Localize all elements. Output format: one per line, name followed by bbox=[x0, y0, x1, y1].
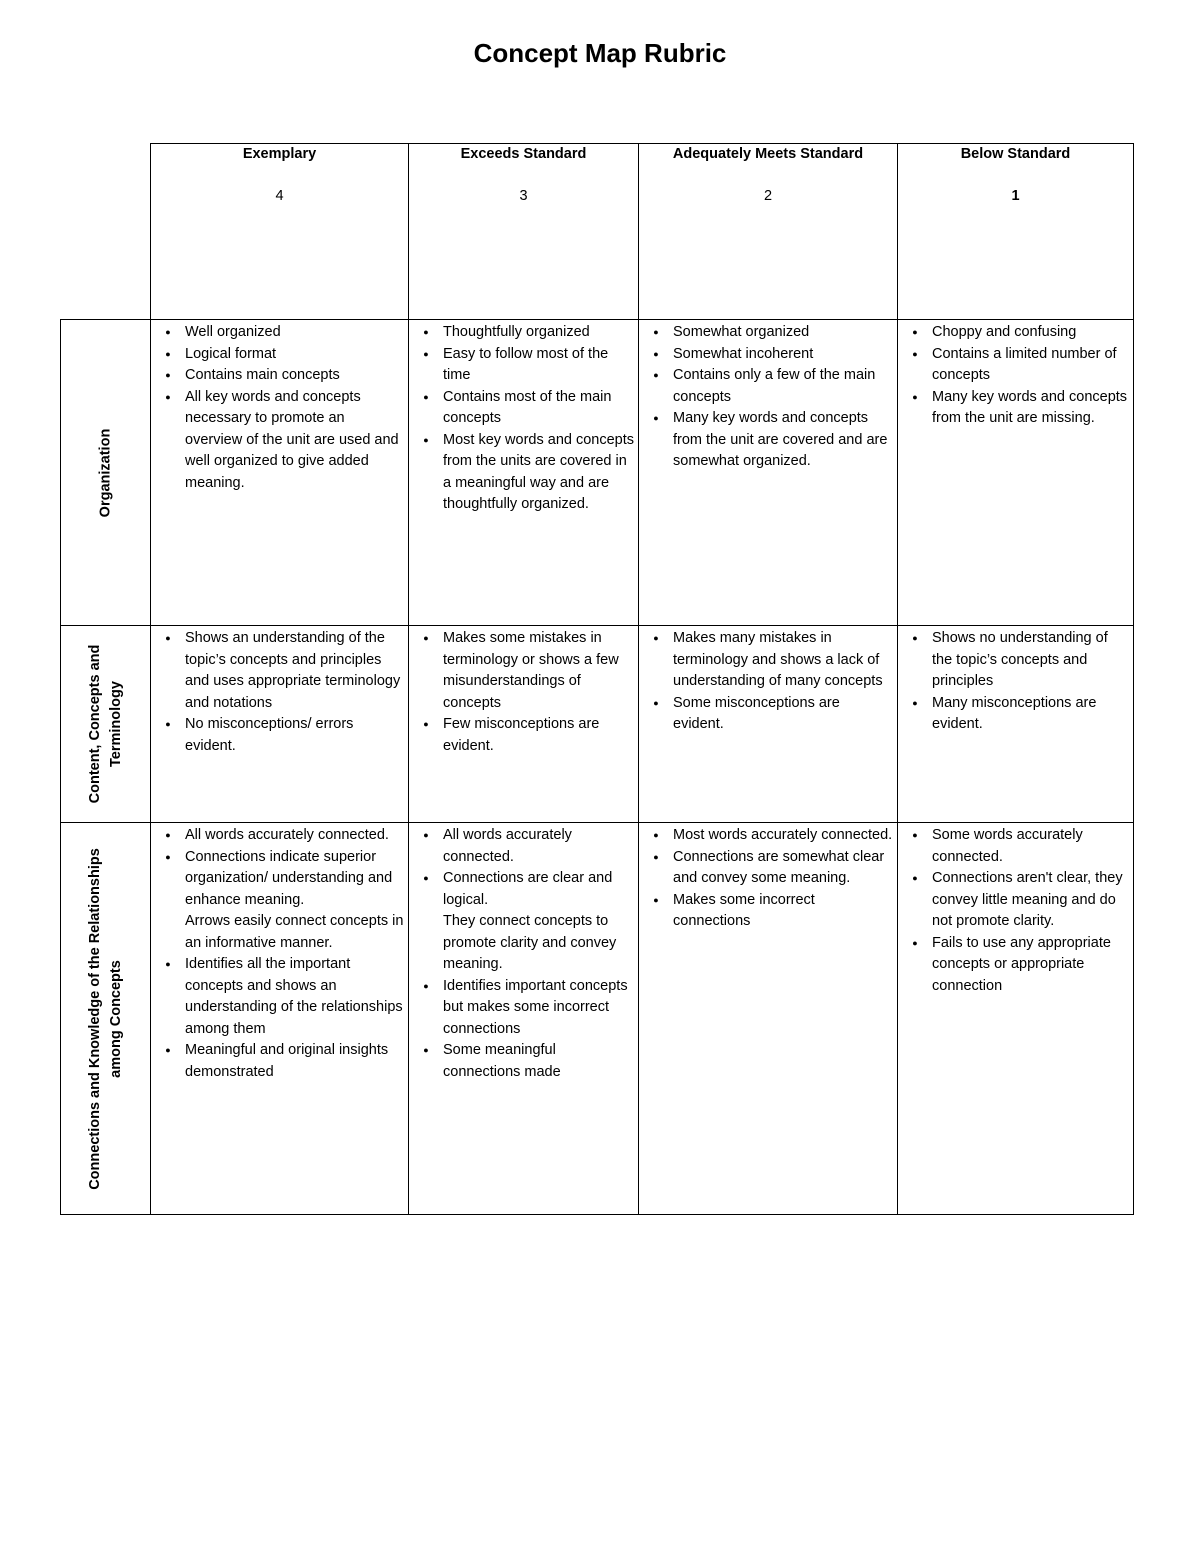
descriptor-item: ● Most words accurately connected. bbox=[673, 825, 893, 847]
criterion-row bbox=[61, 320, 1134, 626]
descriptor-cell bbox=[639, 626, 898, 823]
descriptor-list bbox=[151, 320, 408, 494]
criterion-label bbox=[95, 428, 116, 517]
level-score: 2 bbox=[763, 187, 773, 204]
descriptor-item: ● Makes some mistakes in terminology or shows a few misunderstandings of concepts bbox=[443, 628, 634, 714]
descriptor-item: ● Identifies important concepts but makes some incorrect connections bbox=[443, 976, 634, 1041]
descriptor-item: ● Connections indicate superior organization/ understanding and enhance meaning. bbox=[185, 847, 404, 912]
descriptor-item: ● Somewhat organized bbox=[673, 322, 893, 344]
descriptor-list bbox=[639, 320, 897, 473]
level-name: Below Standard bbox=[960, 146, 1071, 162]
criterion-label bbox=[85, 645, 127, 804]
descriptor-item: ● Some words accurately connected. bbox=[932, 825, 1129, 868]
descriptor-item: ● Makes some incorrect connections bbox=[673, 890, 893, 933]
level-header-row bbox=[61, 144, 1134, 320]
descriptor-item: ● Contains most of the main concepts bbox=[443, 387, 634, 430]
descriptor-item: ● All key words and concepts necessary to promote an overview of the unit are used and well organized to give added meaning. bbox=[185, 387, 404, 495]
descriptor-item: ● No misconceptions/ errors evident. bbox=[185, 714, 404, 757]
descriptor-cell bbox=[151, 626, 409, 823]
descriptor-item: ● Shows an understanding of the topic’s concepts and principles and uses appropriate terminology and notations bbox=[185, 628, 404, 714]
descriptor-item: ● Connections are somewhat clear and convey some meaning. bbox=[673, 847, 893, 890]
level-score: 1 bbox=[1011, 187, 1020, 204]
criterion-label-line: among Concepts bbox=[107, 959, 124, 1078]
descriptor-item: ● Contains a limited number of concepts bbox=[932, 344, 1129, 387]
descriptor-item: ● All words accurately connected. bbox=[185, 825, 404, 847]
descriptor-cell bbox=[639, 823, 898, 1215]
descriptor-cell bbox=[409, 320, 639, 626]
corner-cell bbox=[61, 144, 151, 320]
descriptor-item: ● Choppy and confusing bbox=[932, 322, 1129, 344]
descriptor-item: ● Logical format bbox=[185, 344, 404, 366]
descriptor-list bbox=[409, 626, 638, 757]
level-score: 3 bbox=[519, 187, 528, 204]
descriptor-item: ● Shows no understanding of the topic’s concepts and principles bbox=[932, 628, 1129, 693]
descriptor-list bbox=[639, 626, 897, 736]
level-header bbox=[639, 144, 898, 320]
descriptor-item: ● Connections are clear and logical. bbox=[443, 868, 634, 911]
descriptor-item: ● Many key words and concepts from the unit are covered and are somewhat organized. bbox=[673, 408, 893, 473]
descriptor-item: They connect concepts to promote clarity and convey meaning. bbox=[443, 913, 617, 972]
level-name: Adequately Meets Standard bbox=[672, 146, 864, 162]
descriptor-item: ● Well organized bbox=[185, 322, 404, 344]
descriptor-cell bbox=[898, 320, 1134, 626]
criterion-label-line: Terminology bbox=[107, 681, 124, 767]
descriptor-item: ● Makes many mistakes in terminology and shows a lack of understanding of many concepts bbox=[673, 628, 893, 693]
criterion-label-cell bbox=[61, 626, 151, 823]
descriptor-item: ● Connections aren't clear, they convey little meaning and do not promote clarity. bbox=[932, 868, 1129, 933]
descriptor-item: ● All words accurately connected. bbox=[443, 825, 634, 868]
descriptor-cell bbox=[898, 823, 1134, 1215]
level-header bbox=[898, 144, 1134, 320]
descriptor-item: ● Fails to use any appropriate concepts or appropriate connection bbox=[932, 933, 1129, 998]
descriptor-cell bbox=[898, 626, 1134, 823]
descriptor-item: ● Somewhat incoherent bbox=[673, 344, 893, 366]
level-score: 4 bbox=[275, 187, 284, 204]
criterion-label bbox=[85, 848, 127, 1190]
descriptor-item: ● Some misconceptions are evident. bbox=[673, 693, 893, 736]
descriptor-list bbox=[898, 320, 1133, 430]
criterion-row bbox=[61, 823, 1134, 1215]
criterion-label-line: Organization bbox=[97, 428, 113, 517]
descriptor-list bbox=[409, 823, 638, 1083]
descriptor-item: ● Identifies all the important concepts and shows an understanding of the relationships among them bbox=[185, 954, 404, 1040]
criteria-rows bbox=[61, 320, 1134, 1215]
criterion-label-cell bbox=[61, 823, 151, 1215]
criterion-label-cell bbox=[61, 320, 151, 626]
level-name: Exemplary bbox=[242, 146, 317, 162]
descriptor-item: ● Few misconceptions are evident. bbox=[443, 714, 634, 757]
descriptor-item: ● Thoughtfully organized bbox=[443, 322, 634, 344]
descriptor-item: ● Easy to follow most of the time bbox=[443, 344, 634, 387]
descriptor-cell bbox=[409, 626, 639, 823]
rubric-table bbox=[60, 143, 1134, 1215]
descriptor-cell bbox=[151, 320, 409, 626]
descriptor-item: ● Some meaningful connections made bbox=[443, 1040, 634, 1083]
level-name: Exceeds Standard bbox=[460, 146, 587, 162]
descriptor-item: Arrows easily connect concepts in an informative manner. bbox=[185, 913, 404, 951]
level-header bbox=[409, 144, 639, 320]
page-title: Concept Map Rubric bbox=[473, 38, 727, 68]
descriptor-item: ● Contains main concepts bbox=[185, 365, 404, 387]
descriptor-list bbox=[151, 626, 408, 757]
descriptor-item: ● Most key words and concepts from the units are covered in a meaningful way and are thoughtfully organized. bbox=[443, 430, 634, 516]
descriptor-list bbox=[639, 823, 897, 933]
descriptor-cell bbox=[151, 823, 409, 1215]
level-header bbox=[151, 144, 409, 320]
descriptor-list bbox=[409, 320, 638, 516]
descriptor-cell bbox=[639, 320, 898, 626]
descriptor-cell bbox=[409, 823, 639, 1215]
descriptor-item: ● Meaningful and original insights demonstrated bbox=[185, 1040, 404, 1083]
criterion-row bbox=[61, 626, 1134, 823]
descriptor-list bbox=[898, 823, 1133, 997]
descriptor-list bbox=[151, 823, 408, 1083]
criterion-label-line: Connections and Knowledge of the Relationships bbox=[86, 847, 103, 1190]
descriptor-list bbox=[898, 626, 1133, 736]
descriptor-item: ● Contains only a few of the main concepts bbox=[673, 365, 893, 408]
descriptor-item: ● Many key words and concepts from the unit are missing. bbox=[932, 387, 1129, 430]
criterion-label-line: Content, Concepts and bbox=[86, 644, 103, 804]
descriptor-item: ● Many misconceptions are evident. bbox=[932, 693, 1129, 736]
